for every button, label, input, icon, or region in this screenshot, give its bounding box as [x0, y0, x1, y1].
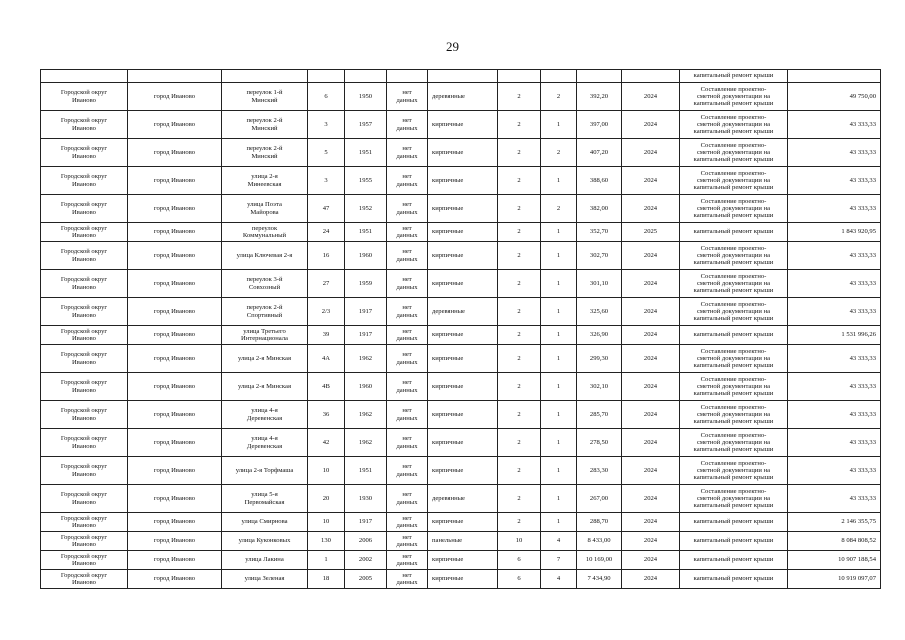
data-status-cell: нет данных — [387, 401, 428, 429]
area-cell: 8 433,00 — [577, 532, 622, 551]
continued-row — [41, 70, 881, 83]
plan-year-cell: 2025 — [622, 223, 680, 242]
locality-cell: город Иваново — [128, 242, 222, 270]
data-status-cell: нет данных — [387, 167, 428, 195]
build-year-cell: 1951 — [345, 223, 387, 242]
wall-material-cell: кирпичные — [428, 270, 498, 298]
entrances-cell: 1 — [541, 457, 577, 485]
table-row — [41, 139, 881, 167]
work-type-cell: капитальный ремонт крыши — [680, 570, 788, 589]
cost-cell: 43 333,33 — [788, 111, 881, 139]
locality-cell: город Иваново — [128, 532, 222, 551]
table-row — [41, 570, 881, 589]
house-number-cell: 2/3 — [308, 298, 345, 326]
table-row — [41, 345, 881, 373]
locality-cell: город Иваново — [128, 83, 222, 111]
street-cell: переулок Коммунальный — [222, 223, 308, 242]
locality-cell: город Иваново — [128, 429, 222, 457]
floors-cell: 2 — [498, 429, 541, 457]
municipality-cell: Городской округ Иваново — [41, 373, 128, 401]
floors-cell: 2 — [498, 242, 541, 270]
build-year-cell: 1917 — [345, 326, 387, 345]
build-year-cell: 1930 — [345, 485, 387, 513]
work-type-cell: Составление проектно- сметной документации на капитальный ремонт крыши — [680, 83, 788, 111]
wall-material-cell: кирпичные — [428, 167, 498, 195]
entrances-cell: 4 — [541, 532, 577, 551]
plan-year-cell: 2024 — [622, 513, 680, 532]
house-number-cell: 10 — [308, 457, 345, 485]
cost-cell: 43 333,33 — [788, 298, 881, 326]
street-cell: улица Зеленая — [222, 570, 308, 589]
house-number-cell: 27 — [308, 270, 345, 298]
floors-cell: 2 — [498, 195, 541, 223]
plan-year-cell: 2024 — [622, 485, 680, 513]
work-type-cell: Составление проектно- сметной документации на капитальный ремонт крыши — [680, 345, 788, 373]
floors-cell: 6 — [498, 570, 541, 589]
area-cell: 302,70 — [577, 242, 622, 270]
locality-cell: город Иваново — [128, 270, 222, 298]
street-cell: улица Третьего Интернационала — [222, 326, 308, 345]
street-cell: переулок 3-й Совхозный — [222, 270, 308, 298]
floors-cell: 10 — [498, 532, 541, 551]
area-cell: 352,70 — [577, 223, 622, 242]
house-number-cell: 24 — [308, 223, 345, 242]
locality-cell: город Иваново — [128, 373, 222, 401]
entrances-cell: 1 — [541, 345, 577, 373]
entrances-cell: 2 — [541, 83, 577, 111]
area-cell: 7 434,90 — [577, 570, 622, 589]
municipality-cell: Городской округ Иваново — [41, 298, 128, 326]
cost-cell: 43 333,33 — [788, 485, 881, 513]
street-cell: улица Лакина — [222, 551, 308, 570]
build-year-cell: 2006 — [345, 532, 387, 551]
cost-cell: 43 333,33 — [788, 401, 881, 429]
wall-material-cell: панельные — [428, 532, 498, 551]
plan-year-cell: 2024 — [622, 429, 680, 457]
table-row — [41, 223, 881, 242]
locality-cell: город Иваново — [128, 326, 222, 345]
build-year-cell: 2005 — [345, 570, 387, 589]
house-number-cell: 42 — [308, 429, 345, 457]
work-type-cell: капитальный ремонт крыши — [680, 532, 788, 551]
work-type-cell: капитальный ремонт крыши — [680, 551, 788, 570]
build-year-cell: 1951 — [345, 457, 387, 485]
work-type-cell: Составление проектно- сметной документации на капитальный ремонт крыши — [680, 373, 788, 401]
build-year-cell: 1917 — [345, 513, 387, 532]
empty-cell — [577, 70, 622, 83]
entrances-cell: 4 — [541, 570, 577, 589]
work-type-cell: Составление проектно- сметной документации на капитальный ремонт крыши — [680, 270, 788, 298]
data-status-cell: нет данных — [387, 532, 428, 551]
entrances-cell: 1 — [541, 111, 577, 139]
table-row — [41, 551, 881, 570]
municipality-cell: Городской округ Иваново — [41, 457, 128, 485]
work-type-cell: Составление проектно- сметной документации на капитальный ремонт крыши — [680, 298, 788, 326]
data-status-cell: нет данных — [387, 111, 428, 139]
plan-year-cell: 2024 — [622, 373, 680, 401]
house-number-cell: 4А — [308, 345, 345, 373]
floors-cell: 2 — [498, 373, 541, 401]
table-row — [41, 242, 881, 270]
municipality-cell: Городской округ Иваново — [41, 139, 128, 167]
entrances-cell: 2 — [541, 195, 577, 223]
entrances-cell: 1 — [541, 429, 577, 457]
floors-cell: 2 — [498, 111, 541, 139]
area-cell: 301,10 — [577, 270, 622, 298]
wall-material-cell: кирпичные — [428, 223, 498, 242]
plan-year-cell: 2024 — [622, 532, 680, 551]
street-cell: улица 4-я Деревенская — [222, 429, 308, 457]
street-cell: переулок 2-й Спортивный — [222, 298, 308, 326]
locality-cell: город Иваново — [128, 570, 222, 589]
table-row — [41, 373, 881, 401]
data-status-cell: нет данных — [387, 373, 428, 401]
wall-material-cell: кирпичные — [428, 139, 498, 167]
data-status-cell: нет данных — [387, 570, 428, 589]
plan-year-cell: 2024 — [622, 326, 680, 345]
page-number: 29 — [446, 39, 459, 54]
build-year-cell: 1962 — [345, 429, 387, 457]
floors-cell: 2 — [498, 223, 541, 242]
locality-cell: город Иваново — [128, 485, 222, 513]
plan-year-cell: 2024 — [622, 195, 680, 223]
cost-cell: 43 333,33 — [788, 242, 881, 270]
plan-year-cell: 2024 — [622, 298, 680, 326]
municipality-cell: Городской округ Иваново — [41, 532, 128, 551]
municipality-cell: Городской округ Иваново — [41, 345, 128, 373]
area-cell: 325,60 — [577, 298, 622, 326]
table-row — [41, 532, 881, 551]
build-year-cell: 1957 — [345, 111, 387, 139]
empty-cell — [622, 70, 680, 83]
locality-cell: город Иваново — [128, 195, 222, 223]
work-type-cell: Составление проектно- сметной документации на капитальный ремонт крыши — [680, 485, 788, 513]
area-cell: 392,20 — [577, 83, 622, 111]
build-year-cell: 1962 — [345, 345, 387, 373]
build-year-cell: 1950 — [345, 83, 387, 111]
empty-cell — [498, 70, 541, 83]
data-status-cell: нет данных — [387, 83, 428, 111]
plan-year-cell: 2024 — [622, 242, 680, 270]
table-row — [41, 401, 881, 429]
floors-cell: 2 — [498, 485, 541, 513]
street-cell: улица 2-я Минская — [222, 345, 308, 373]
house-number-cell: 39 — [308, 326, 345, 345]
plan-year-cell: 2024 — [622, 139, 680, 167]
work-type-cell: капитальный ремонт крыши — [680, 513, 788, 532]
work-cell: капитальный ремонт крыши — [680, 70, 788, 83]
work-type-cell: Составление проектно- сметной документации на капитальный ремонт крыши — [680, 457, 788, 485]
entrances-cell: 7 — [541, 551, 577, 570]
wall-material-cell: кирпичные — [428, 401, 498, 429]
wall-material-cell: кирпичные — [428, 513, 498, 532]
wall-material-cell: кирпичные — [428, 429, 498, 457]
housing-repair-table — [40, 69, 881, 589]
work-type-cell: Составление проектно- сметной документации на капитальный ремонт крыши — [680, 401, 788, 429]
wall-material-cell: кирпичные — [428, 242, 498, 270]
area-cell: 299,30 — [577, 345, 622, 373]
municipality-cell: Городской округ Иваново — [41, 167, 128, 195]
plan-year-cell: 2024 — [622, 551, 680, 570]
floors-cell: 2 — [498, 326, 541, 345]
table-row — [41, 270, 881, 298]
build-year-cell: 1960 — [345, 373, 387, 401]
build-year-cell: 1960 — [345, 242, 387, 270]
build-year-cell: 2002 — [345, 551, 387, 570]
house-number-cell: 20 — [308, 485, 345, 513]
area-cell: 326,90 — [577, 326, 622, 345]
locality-cell: город Иваново — [128, 167, 222, 195]
street-cell: переулок 2-й Минский — [222, 139, 308, 167]
wall-material-cell: кирпичные — [428, 345, 498, 373]
entrances-cell: 1 — [541, 401, 577, 429]
table-row — [41, 429, 881, 457]
work-type-cell: Составление проектно- сметной документации на капитальный ремонт крыши — [680, 111, 788, 139]
plan-year-cell: 2024 — [622, 401, 680, 429]
empty-cell — [387, 70, 428, 83]
floors-cell: 2 — [498, 345, 541, 373]
work-type-cell: капитальный ремонт крыши — [680, 326, 788, 345]
floors-cell: 2 — [498, 83, 541, 111]
locality-cell: город Иваново — [128, 551, 222, 570]
build-year-cell: 1917 — [345, 298, 387, 326]
build-year-cell: 1955 — [345, 167, 387, 195]
municipality-cell: Городской округ Иваново — [41, 401, 128, 429]
work-type-cell: Составление проектно- сметной документации на капитальный ремонт крыши — [680, 242, 788, 270]
plan-year-cell: 2024 — [622, 167, 680, 195]
floors-cell: 2 — [498, 513, 541, 532]
build-year-cell: 1959 — [345, 270, 387, 298]
cost-cell: 43 333,33 — [788, 195, 881, 223]
data-status-cell: нет данных — [387, 429, 428, 457]
cost-cell: 43 333,33 — [788, 139, 881, 167]
house-number-cell: 16 — [308, 242, 345, 270]
municipality-cell: Городской округ Иваново — [41, 551, 128, 570]
plan-year-cell: 2024 — [622, 345, 680, 373]
cost-cell: 1 843 920,95 — [788, 223, 881, 242]
floors-cell: 2 — [498, 298, 541, 326]
house-number-cell: 130 — [308, 532, 345, 551]
cost-cell: 8 084 808,52 — [788, 532, 881, 551]
house-number-cell: 10 — [308, 513, 345, 532]
municipality-cell: Городской округ Иваново — [41, 111, 128, 139]
wall-material-cell: деревянные — [428, 485, 498, 513]
locality-cell: город Иваново — [128, 139, 222, 167]
table-row — [41, 83, 881, 111]
empty-cell — [41, 70, 128, 83]
plan-year-cell: 2024 — [622, 83, 680, 111]
area-cell: 283,30 — [577, 457, 622, 485]
municipality-cell: Городской округ Иваново — [41, 83, 128, 111]
empty-cell — [308, 70, 345, 83]
street-cell: переулок 1-й Минский — [222, 83, 308, 111]
house-number-cell: 5 — [308, 139, 345, 167]
data-status-cell: нет данных — [387, 298, 428, 326]
data-status-cell: нет данных — [387, 242, 428, 270]
locality-cell: город Иваново — [128, 457, 222, 485]
table-row — [41, 513, 881, 532]
data-status-cell: нет данных — [387, 485, 428, 513]
cost-cell: 43 333,33 — [788, 270, 881, 298]
cost-cell: 43 333,33 — [788, 429, 881, 457]
wall-material-cell: кирпичные — [428, 195, 498, 223]
entrances-cell: 1 — [541, 373, 577, 401]
municipality-cell: Городской округ Иваново — [41, 195, 128, 223]
entrances-cell: 1 — [541, 326, 577, 345]
table-row — [41, 326, 881, 345]
municipality-cell: Городской округ Иваново — [41, 242, 128, 270]
data-status-cell: нет данных — [387, 513, 428, 532]
entrances-cell: 1 — [541, 242, 577, 270]
area-cell: 267,00 — [577, 485, 622, 513]
plan-year-cell: 2024 — [622, 111, 680, 139]
cost-cell: 43 333,33 — [788, 373, 881, 401]
work-type-cell: Составление проектно- сметной документации на капитальный ремонт крыши — [680, 429, 788, 457]
municipality-cell: Городской округ Иваново — [41, 485, 128, 513]
house-number-cell: 3 — [308, 167, 345, 195]
data-status-cell: нет данных — [387, 551, 428, 570]
table-row — [41, 485, 881, 513]
municipality-cell: Городской округ Иваново — [41, 513, 128, 532]
house-number-cell: 18 — [308, 570, 345, 589]
wall-material-cell: кирпичные — [428, 457, 498, 485]
street-cell: улица 2-я Минеевская — [222, 167, 308, 195]
empty-cell — [428, 70, 498, 83]
empty-cell — [222, 70, 308, 83]
house-number-cell: 36 — [308, 401, 345, 429]
table-row — [41, 111, 881, 139]
area-cell: 302,10 — [577, 373, 622, 401]
municipality-cell: Городской округ Иваново — [41, 570, 128, 589]
house-number-cell: 4В — [308, 373, 345, 401]
empty-cell — [345, 70, 387, 83]
wall-material-cell: деревянные — [428, 298, 498, 326]
locality-cell: город Иваново — [128, 111, 222, 139]
data-status-cell: нет данных — [387, 326, 428, 345]
street-cell: улица Ключевая 2-я — [222, 242, 308, 270]
cost-cell: 43 333,33 — [788, 457, 881, 485]
data-status-cell: нет данных — [387, 457, 428, 485]
entrances-cell: 2 — [541, 139, 577, 167]
cost-cell: 43 333,33 — [788, 345, 881, 373]
municipality-cell: Городской округ Иваново — [41, 223, 128, 242]
wall-material-cell: кирпичные — [428, 111, 498, 139]
entrances-cell: 1 — [541, 298, 577, 326]
house-number-cell: 6 — [308, 83, 345, 111]
cost-cell: 43 333,33 — [788, 167, 881, 195]
plan-year-cell: 2024 — [622, 570, 680, 589]
street-cell: улица Смирнова — [222, 513, 308, 532]
wall-material-cell: кирпичные — [428, 551, 498, 570]
build-year-cell: 1951 — [345, 139, 387, 167]
work-type-cell: Составление проектно- сметной документации на капитальный ремонт крыши — [680, 139, 788, 167]
cost-cell: 10 907 188,54 — [788, 551, 881, 570]
entrances-cell: 1 — [541, 513, 577, 532]
table-row — [41, 167, 881, 195]
table-row — [41, 457, 881, 485]
data-status-cell: нет данных — [387, 270, 428, 298]
build-year-cell: 1952 — [345, 195, 387, 223]
data-status-cell: нет данных — [387, 223, 428, 242]
wall-material-cell: кирпичные — [428, 570, 498, 589]
entrances-cell: 1 — [541, 270, 577, 298]
area-cell: 382,00 — [577, 195, 622, 223]
locality-cell: город Иваново — [128, 223, 222, 242]
work-type-cell: Составление проектно- сметной документации на капитальный ремонт крыши — [680, 195, 788, 223]
plan-year-cell: 2024 — [622, 457, 680, 485]
cost-cell: 2 146 355,75 — [788, 513, 881, 532]
street-cell: переулок 2-й Минский — [222, 111, 308, 139]
area-cell: 407,20 — [577, 139, 622, 167]
municipality-cell: Городской округ Иваново — [41, 270, 128, 298]
wall-material-cell: кирпичные — [428, 326, 498, 345]
floors-cell: 2 — [498, 270, 541, 298]
street-cell: улица 4-я Деревенская — [222, 401, 308, 429]
floors-cell: 6 — [498, 551, 541, 570]
street-cell: улица Поэта Майорова — [222, 195, 308, 223]
area-cell: 288,70 — [577, 513, 622, 532]
table-row — [41, 298, 881, 326]
area-cell: 397,00 — [577, 111, 622, 139]
floors-cell: 2 — [498, 139, 541, 167]
entrances-cell: 1 — [541, 485, 577, 513]
wall-material-cell: деревянные — [428, 83, 498, 111]
locality-cell: город Иваново — [128, 401, 222, 429]
data-status-cell: нет данных — [387, 345, 428, 373]
house-number-cell: 47 — [308, 195, 345, 223]
empty-cell — [128, 70, 222, 83]
area-cell: 388,60 — [577, 167, 622, 195]
house-number-cell: 1 — [308, 551, 345, 570]
municipality-cell: Городской округ Иваново — [41, 326, 128, 345]
entrances-cell: 1 — [541, 223, 577, 242]
work-type-cell: капитальный ремонт крыши — [680, 223, 788, 242]
wall-material-cell: кирпичные — [428, 373, 498, 401]
area-cell: 10 169,00 — [577, 551, 622, 570]
locality-cell: город Иваново — [128, 345, 222, 373]
plan-year-cell: 2024 — [622, 270, 680, 298]
floors-cell: 2 — [498, 401, 541, 429]
area-cell: 278,50 — [577, 429, 622, 457]
locality-cell: город Иваново — [128, 298, 222, 326]
floors-cell: 2 — [498, 167, 541, 195]
table-body — [41, 70, 881, 589]
street-cell: улица 5-я Первомайская — [222, 485, 308, 513]
street-cell: улица 2-я Минская — [222, 373, 308, 401]
work-type-cell: Составление проектно- сметной документации на капитальный ремонт крыши — [680, 167, 788, 195]
entrances-cell: 1 — [541, 167, 577, 195]
data-status-cell: нет данных — [387, 139, 428, 167]
build-year-cell: 1962 — [345, 401, 387, 429]
data-status-cell: нет данных — [387, 195, 428, 223]
municipality-cell: Городской округ Иваново — [41, 429, 128, 457]
locality-cell: город Иваново — [128, 513, 222, 532]
street-cell: улица Куконковых — [222, 532, 308, 551]
empty-cell — [788, 70, 881, 83]
empty-cell — [541, 70, 577, 83]
cost-cell: 1 531 996,26 — [788, 326, 881, 345]
house-number-cell: 3 — [308, 111, 345, 139]
cost-cell: 10 919 097,07 — [788, 570, 881, 589]
table-row — [41, 195, 881, 223]
floors-cell: 2 — [498, 457, 541, 485]
cost-cell: 49 750,00 — [788, 83, 881, 111]
area-cell: 285,70 — [577, 401, 622, 429]
street-cell: улица 2-я Торфмаша — [222, 457, 308, 485]
